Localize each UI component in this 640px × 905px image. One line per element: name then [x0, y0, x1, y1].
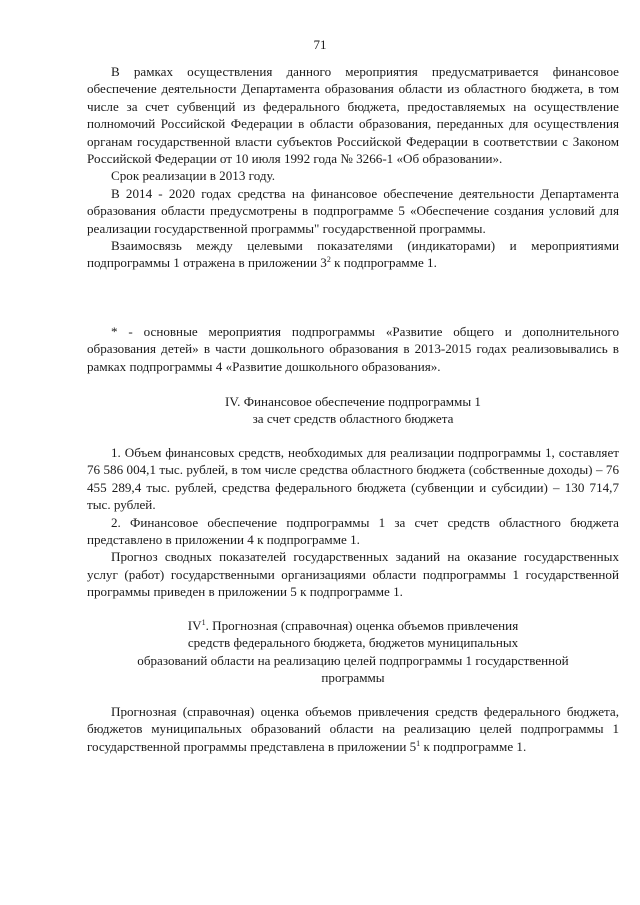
- intro-paragraph-4-tail: к подпрограмме 1.: [330, 255, 437, 271]
- section-4-1-heading-line-1: [87, 617, 619, 634]
- section-4-1-paragraph-1-text: Прогнозная (справочная) оценка объемов привлечения средств федерального бюджета, бюджетов муниципальных образований области на реализацию целей подпрограммы 1 государственной программы представлена в приложении 5: [87, 704, 619, 754]
- page-number: 71: [313, 37, 327, 52]
- superscript-2: 2: [326, 255, 331, 265]
- section-4-paragraph-1: 1. Объем финансовых средств, необходимых для реализации подпрограммы 1, составляет 76 586 004,1 тыс. рублей, в том числе средства областного бюджета (собственные доходы) – 76 455 289,4 тыс. рублей, средства федерального бюджета (субвенции и субсидии) – 130 714,7 тыс. рублей.: [87, 445, 619, 513]
- intro-paragraph-2: Срок реализации в 2013 году.: [111, 168, 276, 184]
- footnote-section: [87, 323, 619, 375]
- section-4-paragraph-3: Прогноз сводных показателей государственных заданий на оказание государственных услуг (работ) государственными организациями области подпрограммы 1 государственной программы приведен в приложении 5 к подпрограмме 1.: [87, 549, 619, 600]
- section-4-heading: [87, 393, 619, 428]
- section-4-1-heading-line-2: средств федерального бюджета, бюджетов муниципальных: [187, 635, 519, 651]
- section-4-body: [87, 444, 619, 601]
- section-4-1-paragraph-1-tail: к подпрограмме 1.: [420, 738, 527, 754]
- footnote-text: * - основные мероприятия подпрограммы «Развитие общего и дополнительного образования детей» в части дошкольного образования в 2013-2015 годах реализовывались в рамках подпрограммы 4 «Развитие дошкольного образования».: [87, 324, 619, 374]
- section-4-1-heading: [87, 617, 619, 687]
- section-4-paragraph-2: 2. Финансовое обеспечение подпрограммы 1 за счет средств областного бюджета представлено в приложении 4 к подпрограмме 1.: [87, 514, 619, 548]
- section-4-heading-line-1: IV. Финансовое обеспечение подпрограммы 1: [225, 394, 481, 409]
- section-4-1-heading-text: . Прогнозная (справочная) оценка объемов привлечения: [205, 618, 519, 633]
- section-4-1-heading-line-3: образований области на реализацию целей подпрограммы 1 государственной: [137, 652, 569, 668]
- section-4-1-roman: IV: [187, 618, 202, 633]
- intro-paragraph-4: [87, 237, 619, 272]
- section-4-1-body: [87, 703, 619, 755]
- section-4-1-heading-line-4: программы: [321, 670, 385, 686]
- superscript-1-appendix: 1: [416, 738, 421, 748]
- superscript-1: 1: [201, 618, 206, 627]
- section-4-1-paragraph-1: [87, 703, 619, 755]
- intro-paragraph-3: В 2014 - 2020 годах средства на финансовое обеспечение деятельности Департамента образования области предусмотрены в подпрограмме 5 «Обеспечение создания условий для реализации государственной программы" государственной программы.: [87, 185, 619, 236]
- intro-section: [87, 63, 619, 272]
- section-4-heading-line-2: за счет средств областного бюджета: [252, 411, 454, 427]
- intro-paragraph-4-text: Взаимосвязь между целевыми показателями (индикаторами) и мероприятиями подпрограммы 1 отражена в приложении 3: [87, 238, 619, 271]
- intro-paragraph-1: В рамках осуществления данного мероприятия предусматривается финансовое обеспечение деятельности Департамента образования области из областного бюджета, в том числе за счет субвенций из федерального бюджета, предоставляемых на осуществление полномочий Российской Федерации в области образования, переданных для осуществления органам государственной власти субъектов Российской Федерации в соответствии с Законом Российской Федерации от 10 июля 1992 года № 3266-1 «Об образовании».: [87, 64, 619, 167]
